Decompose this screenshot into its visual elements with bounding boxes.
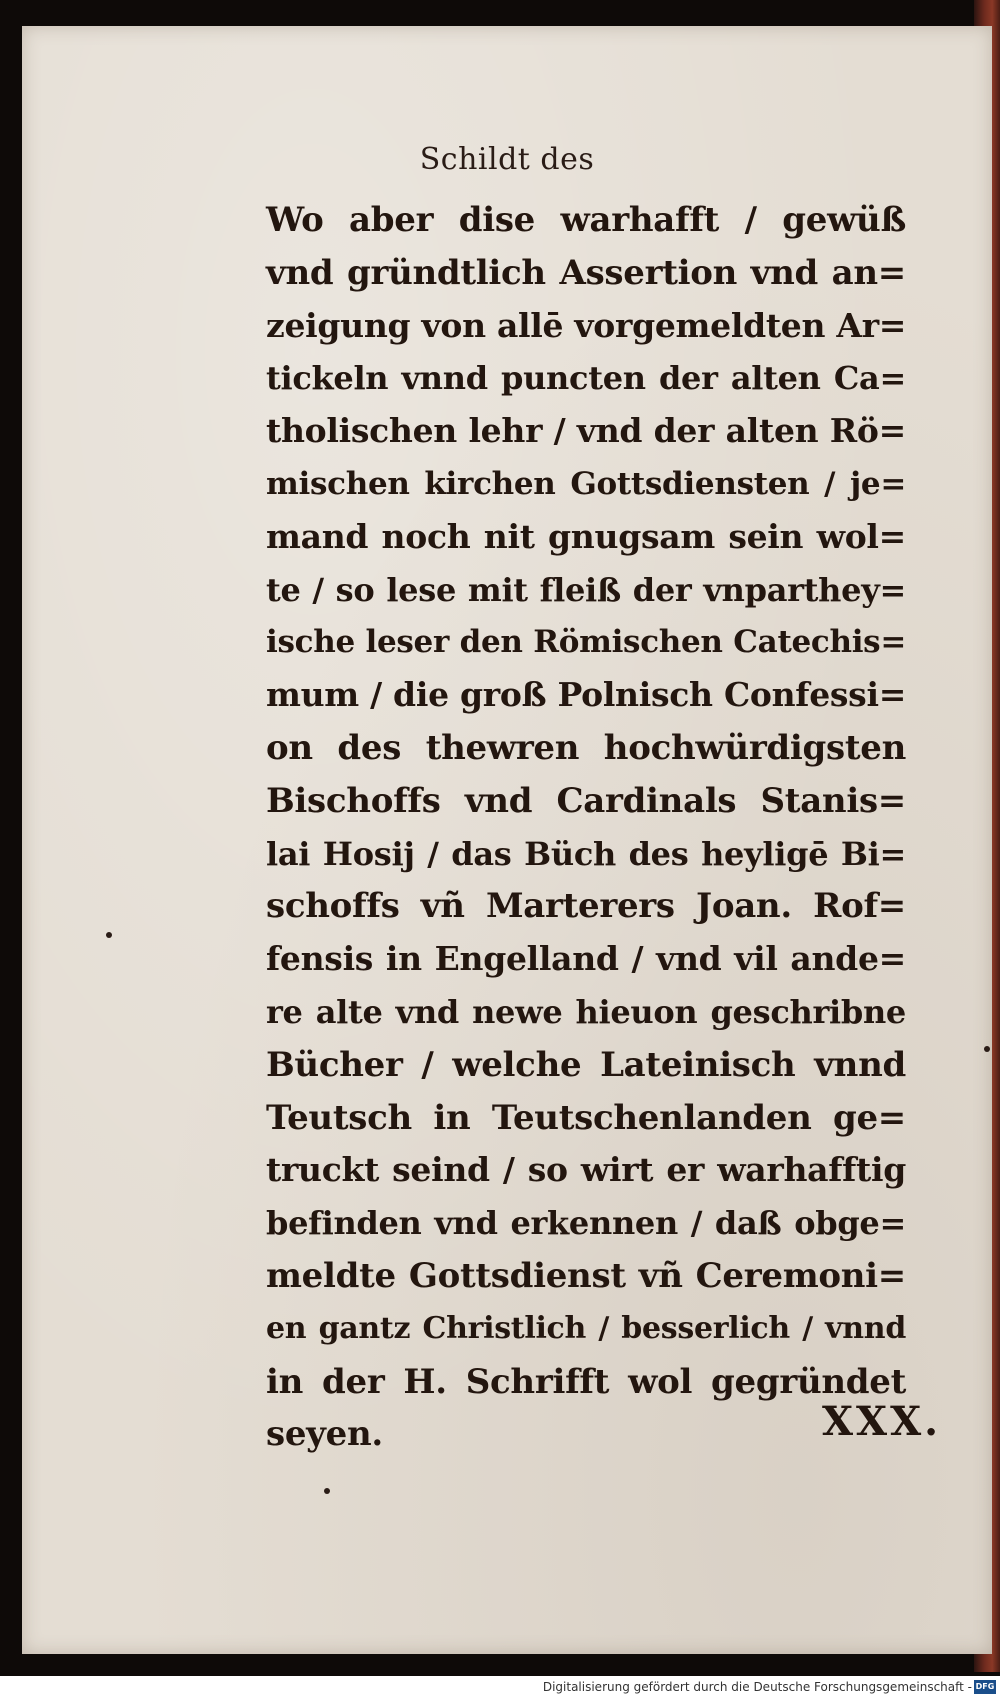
text-line: mand noch nit gnugsam sein wol= [266, 516, 906, 556]
catchword: XXX. [822, 1398, 942, 1445]
text-line: zeigung von allē vorgemeldten Ar= [266, 305, 907, 345]
text-line: mum / die groß Polnisch Confessi= [266, 675, 907, 715]
text-line: schoffs vñ Marterers Joan. Rof= [266, 886, 906, 927]
text-line: tickeln vnnd puncten der alten Ca= [266, 359, 906, 398]
text-line: en gantz Christlich / besserlich / vnnd [266, 1310, 906, 1346]
text-line: befinden vnd erkennen / daß obge= [266, 1204, 906, 1243]
page-sheet [22, 26, 992, 1654]
text-line: Wo aber dise warhafft / gewüß [266, 200, 906, 240]
ink-speck [106, 932, 112, 938]
text-line: re alte vnd newe hieuon geschribne [266, 992, 906, 1031]
text-line: fensis in Engelland / vnd vil ande= [266, 939, 906, 979]
text-block [266, 194, 906, 1461]
dfg-logo: DFG [974, 1680, 996, 1694]
text-line: vnd gründtlich Assertion vnd an= [266, 252, 906, 293]
text-line: Bücher / welche Lateinisch vnnd [266, 1044, 906, 1085]
text-line: in der H. Schrifft wol gegründet [266, 1361, 906, 1402]
text-line: truckt seind / so wirt er warhafftig [266, 1150, 906, 1190]
ink-speck [324, 1488, 330, 1494]
footer-note: Digitalisierung gefördert durch die Deutsche Forschungsgemeinschaft - [542, 1680, 972, 1694]
text-line: Teutsch in Teutschenlanden ge= [266, 1097, 906, 1138]
running-head: Schildt des [419, 142, 595, 177]
text-line: seyen. [266, 1414, 383, 1455]
text-line: mischen kirchen Gottsdiensten / je= [266, 465, 906, 502]
text-line: lai Hosij / das Büch des heyligē Bi= [266, 834, 906, 873]
text-line: te / so lese mit fleiß der vnparthey= [266, 570, 906, 609]
text-line: Bischoffs vnd Cardinals Stanis= [266, 780, 906, 821]
text-line: meldte Gottsdienst vñ Ceremoni= [266, 1255, 906, 1296]
text-line: tholischen lehr / vnd der alten Rö= [266, 411, 906, 451]
ink-speck [984, 1046, 990, 1052]
text-line: ische leser den Römischen Catechis= [266, 624, 906, 661]
text-line: on des thewren hochwürdigsten [266, 727, 906, 768]
